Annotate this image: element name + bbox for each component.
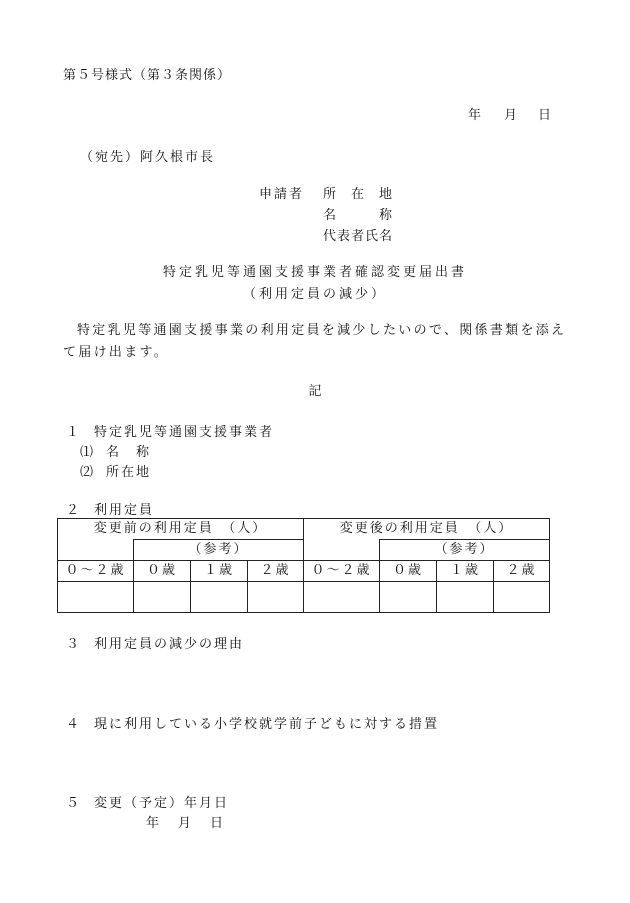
section-3-heading xyxy=(66,633,244,652)
table-column-row xyxy=(58,561,550,582)
title-line-2: （利用定員の減少） xyxy=(242,287,387,302)
applicant-label: 申請者 xyxy=(259,187,305,202)
after-reference-label: （参考） xyxy=(380,540,550,561)
section-4-heading xyxy=(66,713,439,732)
input-cell[interactable] xyxy=(191,582,248,613)
date-year: 年 xyxy=(468,108,482,123)
input-cell[interactable] xyxy=(248,582,304,613)
section-4-number: ４ xyxy=(66,717,82,732)
column-header: ０歳 xyxy=(380,561,437,582)
after-header: 変更後の利用定員 （人） xyxy=(304,519,550,540)
name-label: 名 称 xyxy=(323,208,394,223)
input-cell[interactable] xyxy=(304,582,380,613)
section-3-title: 利用定員の減少の理由 xyxy=(94,637,245,652)
input-cell[interactable] xyxy=(437,582,494,613)
change-date xyxy=(146,812,223,831)
before-reference-spacer xyxy=(58,540,134,561)
change-date-day: 日 xyxy=(210,816,224,831)
before-header: 変更前の利用定員 （人） xyxy=(58,519,304,540)
section-1-number: １ xyxy=(66,425,82,440)
section-5-title: 変更（予定）年月日 xyxy=(94,796,230,811)
change-date-month: 月 xyxy=(178,816,192,831)
submission-date xyxy=(468,104,551,123)
item-1-label: 名 称 xyxy=(106,445,152,460)
section-3-number: ３ xyxy=(66,637,82,652)
column-header: ０～２歳 xyxy=(304,561,380,582)
item-2-label: 所在地 xyxy=(106,465,152,480)
column-header: １歳 xyxy=(437,561,494,582)
title-line-1: 特定乳児等通園支援事業者確認変更届出書 xyxy=(162,265,467,280)
input-cell[interactable] xyxy=(58,582,134,613)
table-input-row xyxy=(58,582,550,613)
section-1-item-address xyxy=(80,461,151,480)
item-2-number: ⑵ xyxy=(80,465,96,480)
body-paragraph: 特定乳児等通園支援事業の利用定員を減少したいので、関係書類を添えて届け出ます。 xyxy=(63,323,567,360)
input-cell[interactable] xyxy=(134,582,191,613)
table-reference-row xyxy=(58,540,550,561)
address-label: 所 在 地 xyxy=(323,187,394,202)
item-1-number: ⑴ xyxy=(80,445,96,460)
column-header: ０歳 xyxy=(134,561,191,582)
change-date-year: 年 xyxy=(146,816,160,831)
before-reference-label: （参考） xyxy=(134,540,304,561)
column-header: ２歳 xyxy=(248,561,304,582)
date-day: 日 xyxy=(538,108,552,123)
document-title xyxy=(0,262,630,306)
table-header-row xyxy=(58,519,550,540)
form-number: 第５号様式（第３条関係） xyxy=(63,68,232,83)
section-1-heading xyxy=(66,421,274,440)
ki-marker: 記 xyxy=(308,384,322,399)
capacity-table xyxy=(57,518,550,613)
representative-label: 代表者氏名 xyxy=(323,229,394,244)
addressee: （宛先）阿久根市長 xyxy=(80,150,216,165)
section-1-title: 特定乳児等通園支援事業者 xyxy=(94,425,275,440)
column-header: ２歳 xyxy=(494,561,550,582)
section-5-heading xyxy=(66,792,229,811)
section-2-title: 利用定員 xyxy=(94,503,155,518)
date-month: 月 xyxy=(504,108,518,123)
after-reference-spacer xyxy=(304,540,380,561)
column-header: １歳 xyxy=(191,561,248,582)
section-2-number: ２ xyxy=(66,503,82,518)
input-cell[interactable] xyxy=(380,582,437,613)
section-1-item-name xyxy=(80,441,151,460)
section-5-number: ５ xyxy=(66,796,82,811)
body-text xyxy=(63,320,573,364)
column-header: ０～２歳 xyxy=(58,561,134,582)
section-2-heading xyxy=(66,499,154,518)
section-4-title: 現に利用している小学校就学前子どもに対する措置 xyxy=(94,717,440,732)
input-cell[interactable] xyxy=(494,582,550,613)
